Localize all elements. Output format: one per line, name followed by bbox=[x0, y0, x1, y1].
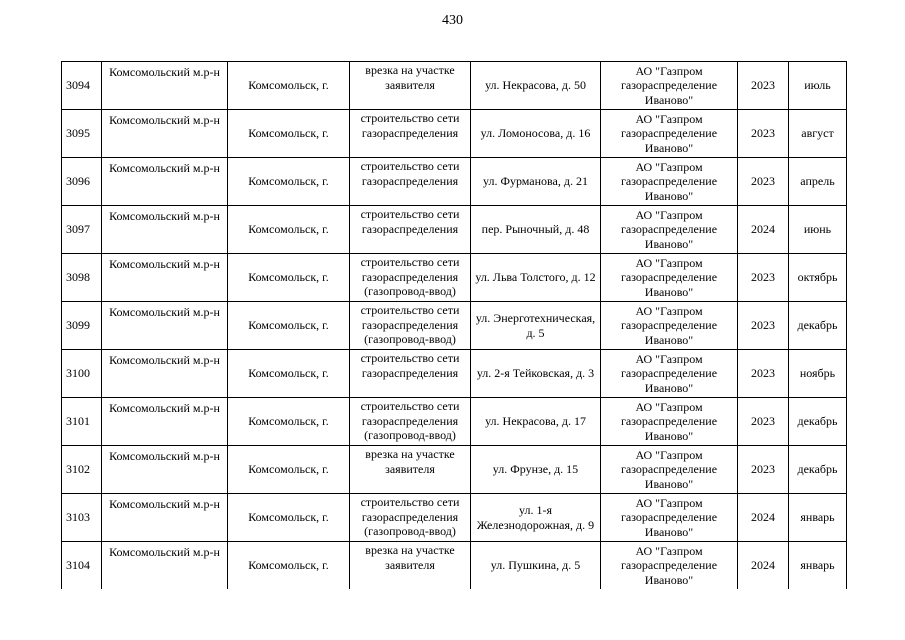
cell-connection-method: строительство сети газораспределения bbox=[350, 158, 471, 206]
cell-locality: Комсомольск, г. bbox=[228, 110, 350, 158]
cell-month: январь bbox=[789, 494, 847, 542]
cell-year: 2023 bbox=[738, 446, 789, 494]
cell-locality: Комсомольск, г. bbox=[228, 254, 350, 302]
table-row bbox=[62, 158, 847, 206]
table-row bbox=[62, 62, 847, 110]
cell-connection-method: строительство сети газораспределения (газопровод-ввод) bbox=[350, 398, 471, 446]
cell-address: ул. Льва Толстого, д. 12 bbox=[471, 254, 601, 302]
table-row bbox=[62, 110, 847, 158]
cell-connection-method: врезка на участке заявителя bbox=[350, 542, 471, 590]
cell-district: Комсомольский м.р-н bbox=[102, 542, 228, 590]
cell-number: 3101 bbox=[62, 398, 102, 446]
cell-address: ул. Пушкина, д. 5 bbox=[471, 542, 601, 590]
cell-year: 2023 bbox=[738, 254, 789, 302]
cell-district: Комсомольский м.р-н bbox=[102, 398, 228, 446]
cell-district: Комсомольский м.р-н bbox=[102, 62, 228, 110]
cell-number: 3102 bbox=[62, 446, 102, 494]
cell-organization: АО "Газпром газораспределение Иваново" bbox=[601, 398, 738, 446]
cell-locality: Комсомольск, г. bbox=[228, 446, 350, 494]
cell-organization: АО "Газпром газораспределение Иваново" bbox=[601, 350, 738, 398]
cell-address: ул. Некрасова, д. 17 bbox=[471, 398, 601, 446]
cell-month: декабрь bbox=[789, 302, 847, 350]
cell-month: апрель bbox=[789, 158, 847, 206]
cell-district: Комсомольский м.р-н bbox=[102, 206, 228, 254]
page-number: 430 bbox=[442, 13, 463, 28]
cell-number: 3098 bbox=[62, 254, 102, 302]
cell-organization: АО "Газпром газораспределение Иваново" bbox=[601, 254, 738, 302]
cell-locality: Комсомольск, г. bbox=[228, 542, 350, 590]
cell-connection-method: строительство сети газораспределения (газопровод-ввод) bbox=[350, 254, 471, 302]
cell-connection-method: строительство сети газораспределения bbox=[350, 110, 471, 158]
cell-connection-method: строительство сети газораспределения bbox=[350, 350, 471, 398]
cell-locality: Комсомольск, г. bbox=[228, 302, 350, 350]
cell-address: ул. Фурманова, д. 21 bbox=[471, 158, 601, 206]
cell-address: ул. Некрасова, д. 50 bbox=[471, 62, 601, 110]
cell-organization: АО "Газпром газораспределение Иваново" bbox=[601, 446, 738, 494]
cell-address: ул. Фрунзе, д. 15 bbox=[471, 446, 601, 494]
table-row bbox=[62, 494, 847, 542]
cell-year: 2023 bbox=[738, 110, 789, 158]
cell-number: 3104 bbox=[62, 542, 102, 590]
cell-organization: АО "Газпром газораспределение Иваново" bbox=[601, 494, 738, 542]
cell-month: январь bbox=[789, 542, 847, 590]
cell-address: ул. Ломоносова, д. 16 bbox=[471, 110, 601, 158]
gasification-table bbox=[61, 61, 847, 589]
cell-organization: АО "Газпром газораспределение Иваново" bbox=[601, 206, 738, 254]
table-row bbox=[62, 206, 847, 254]
cell-district: Комсомольский м.р-н bbox=[102, 110, 228, 158]
cell-year: 2024 bbox=[738, 494, 789, 542]
table-row bbox=[62, 398, 847, 446]
cell-connection-method: строительство сети газораспределения (газопровод-ввод) bbox=[350, 494, 471, 542]
cell-number: 3095 bbox=[62, 110, 102, 158]
cell-year: 2024 bbox=[738, 206, 789, 254]
cell-organization: АО "Газпром газораспределение Иваново" bbox=[601, 302, 738, 350]
cell-organization: АО "Газпром газораспределение Иваново" bbox=[601, 110, 738, 158]
cell-year: 2023 bbox=[738, 398, 789, 446]
table-body bbox=[62, 62, 847, 590]
cell-locality: Комсомольск, г. bbox=[228, 62, 350, 110]
cell-month: октябрь bbox=[789, 254, 847, 302]
cell-number: 3097 bbox=[62, 206, 102, 254]
cell-month: август bbox=[789, 110, 847, 158]
cell-district: Комсомольский м.р-н bbox=[102, 494, 228, 542]
cell-locality: Комсомольск, г. bbox=[228, 206, 350, 254]
cell-organization: АО "Газпром газораспределение Иваново" bbox=[601, 158, 738, 206]
cell-address: ул. Энерготехническая, д. 5 bbox=[471, 302, 601, 350]
cell-month: декабрь bbox=[789, 398, 847, 446]
cell-address: ул. 1-я Железнодорожная, д. 9 bbox=[471, 494, 601, 542]
cell-district: Комсомольский м.р-н bbox=[102, 254, 228, 302]
cell-locality: Комсомольск, г. bbox=[228, 350, 350, 398]
cell-month: декабрь bbox=[789, 446, 847, 494]
cell-connection-method: врезка на участке заявителя bbox=[350, 62, 471, 110]
table-container bbox=[61, 61, 846, 587]
cell-month: ноябрь bbox=[789, 350, 847, 398]
cell-number: 3096 bbox=[62, 158, 102, 206]
cell-district: Комсомольский м.р-н bbox=[102, 350, 228, 398]
cell-number: 3103 bbox=[62, 494, 102, 542]
cell-locality: Комсомольск, г. bbox=[228, 494, 350, 542]
cell-year: 2023 bbox=[738, 302, 789, 350]
cell-number: 3099 bbox=[62, 302, 102, 350]
cell-year: 2024 bbox=[738, 542, 789, 590]
cell-organization: АО "Газпром газораспределение Иваново" bbox=[601, 62, 738, 110]
cell-month: июль bbox=[789, 62, 847, 110]
cell-year: 2023 bbox=[738, 158, 789, 206]
cell-district: Комсомольский м.р-н bbox=[102, 158, 228, 206]
cell-connection-method: строительство сети газораспределения (газопровод-ввод) bbox=[350, 302, 471, 350]
table-row bbox=[62, 350, 847, 398]
cell-address: ул. 2-я Тейковская, д. 3 bbox=[471, 350, 601, 398]
table-row bbox=[62, 254, 847, 302]
cell-number: 3094 bbox=[62, 62, 102, 110]
cell-connection-method: врезка на участке заявителя bbox=[350, 446, 471, 494]
cell-district: Комсомольский м.р-н bbox=[102, 446, 228, 494]
cell-year: 2023 bbox=[738, 62, 789, 110]
cell-address: пер. Рыночный, д. 48 bbox=[471, 206, 601, 254]
cell-district: Комсомольский м.р-н bbox=[102, 302, 228, 350]
cell-locality: Комсомольск, г. bbox=[228, 158, 350, 206]
table-row bbox=[62, 302, 847, 350]
cell-organization: АО "Газпром газораспределение Иваново" bbox=[601, 542, 738, 590]
cell-locality: Комсомольск, г. bbox=[228, 398, 350, 446]
table-row bbox=[62, 542, 847, 590]
cell-year: 2023 bbox=[738, 350, 789, 398]
table-row bbox=[62, 446, 847, 494]
cell-number: 3100 bbox=[62, 350, 102, 398]
cell-month: июнь bbox=[789, 206, 847, 254]
cell-connection-method: строительство сети газораспределения bbox=[350, 206, 471, 254]
